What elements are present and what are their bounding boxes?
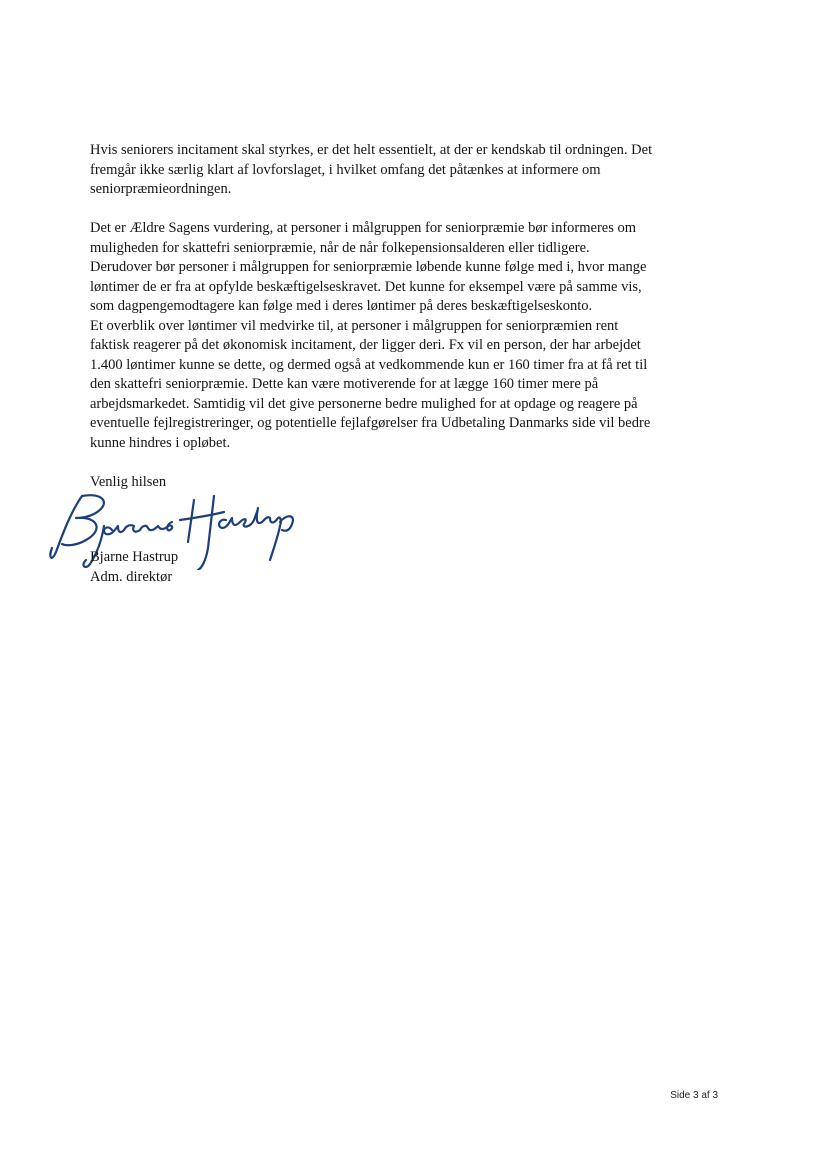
- letter-body: [90, 141, 730, 585]
- closing-greeting: Venlig hilsen: [90, 473, 167, 490]
- paragraph-awareness: Hvis seniorers incitament skal styrkes, er det helt essentielt, at der er kendskab til ordningen. Det fremgår ikke særlig klart af lovforslaget, i hvilket omfang det påtænkes at informere om seniorpræmieordningen.: [90, 142, 653, 197]
- signature-block: [90, 498, 730, 585]
- page-number: Side 3 af 3: [670, 1090, 718, 1101]
- paragraph-recommendation: Det er Ældre Sagens vurdering, at personer i målgruppen for seniorpræmie bør informeres om muligheden for skattefri seniorpræmie, når de når folkepensionsalderen eller tidligere. Derudover bør personer i målgruppen for seniorpræmie løbende kunne følge med i, hvor mange løntimer de er fra at opfylde beskæftigelseskravet. Det kunne for eksempel være på samme vis, som dagpengemodtagere kan følge med i deres løntimer på deres beskæftigelseskonto. Et overblik over løntimer vil medvirke til, at personer i målgruppen for seniorpræmien rent faktisk reagerer på det økonomisk incitament, der ligger deri. Fx vil en person, der har arbejdet 1.400 løntimer kunne se dette, og dermed også at vedkommende kun er 160 timer fra at få ret til den skattefri seniorpræmie. Dette kan være motiverende for at lægge 160 timer mere på arbejdsmarkedet. Samtidig vil det give personerne bedre mulighed for at opdage og reagere på eventuelle fejlregistreringer, og potentielle fejlafgørelser fra Udbetaling Danmarks side vil bedre kunne hindres i opløbet.: [90, 220, 651, 451]
- signer-title: Adm. direktør: [90, 568, 173, 585]
- signer-name: Bjarne Hastrup: [90, 549, 179, 565]
